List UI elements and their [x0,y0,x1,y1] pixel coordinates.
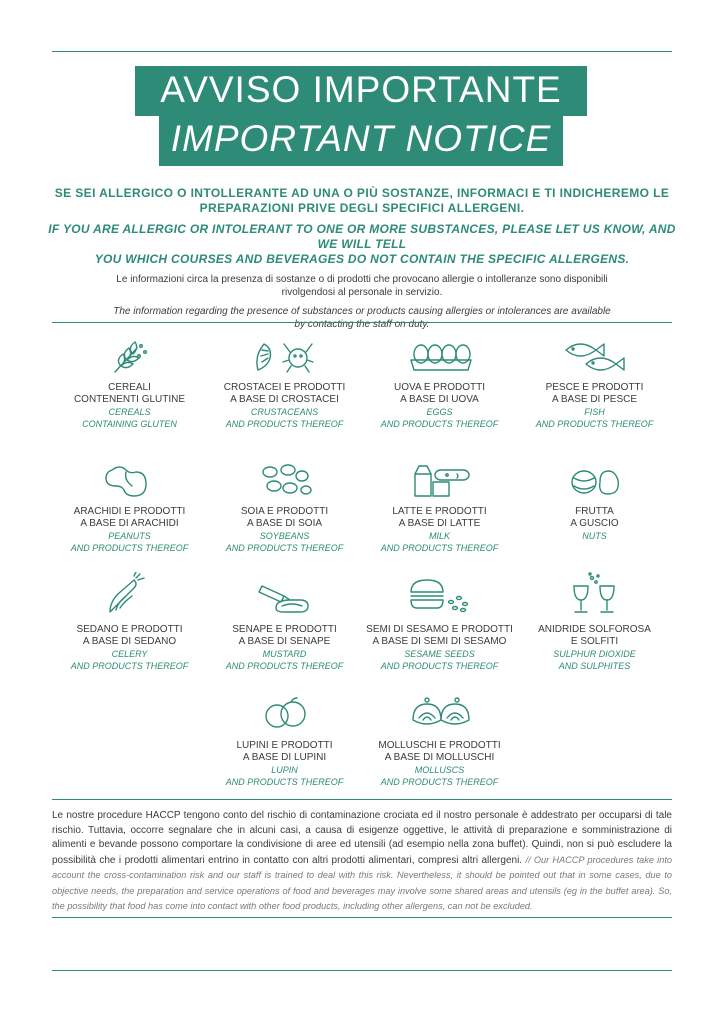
allergen-nuts [517,460,672,543]
allergen-crustaceans [207,336,362,430]
allergen-sesame [362,572,517,672]
allergen-label-en: FISH AND PRODUCTS THEREOF [535,407,654,429]
wheat-icon [107,336,153,376]
allergen-label-it: SEDANO E PRODOTTI A BASE DI SEDANO [76,624,183,647]
intro-english-bold: IF YOU ARE ALLERGIC OR INTOLERANT TO ONE OR MORE SUBSTANCES, PLEASE LET US KNOW, AND WE WILL TELL YOU WHICH COURSES AND BEVERAGES DO NOT CONTAIN THE SPECIFIC ALLERGENS. [48,222,676,266]
allergen-label-en: EGGS AND PRODUCTS THEREOF [380,407,499,429]
eggs-icon [407,336,473,376]
sesame-icon [405,572,475,618]
allergen-label-en: MOLLUSCS AND PRODUCTS THEREOF [380,765,499,787]
allergen-peanuts [52,460,207,554]
footer-divider-1 [52,917,672,918]
mustard-icon [252,572,318,618]
allergen-label-en: PEANUTS AND PRODUCTS THEREOF [70,531,189,553]
allergen-eggs [362,336,517,430]
top-divider [52,51,672,52]
allergen-label-it: CEREALI CONTENENTI GLUTINE [73,382,186,405]
allergen-label-it: SOIA E PRODOTTI A BASE DI SOIA [240,506,329,529]
allergen-fish [517,336,672,430]
allergen-label-it: SEMI DI SESAMO E PRODOTTI A BASE DI SEMI DI SESAMO [366,624,513,647]
molluscs-icon [407,694,473,734]
title-english: IMPORTANT NOTICE [159,116,563,166]
allergen-label-it: MOLLUSCHI E PRODOTTI A BASE DI MOLLUSCHI [378,740,501,763]
allergen-label-it: FRUTTA A GUSCIO [570,506,619,529]
allergen-label-it: PESCE E PRODOTTI A BASE DI PESCE [545,382,644,405]
footer-divider-2 [52,970,672,971]
allergen-mustard [207,572,362,672]
allergen-label-it: ARACHIDI E PRODOTTI A BASE DI ARACHIDI [73,506,186,529]
crustacean-icon [252,336,318,376]
allergen-sulphites [517,572,672,672]
allergen-milk [362,460,517,554]
allergen-label-en: MUSTARD AND PRODUCTS THEREOF [225,649,344,671]
allergen-label-en: CEREALS CONTAINING GLUTEN [82,407,177,429]
title-italian: AVVISO IMPORTANTE [135,66,587,116]
lupin-icon [257,694,313,734]
allergen-label-en: MILK AND PRODUCTS THEREOF [380,531,499,553]
lower-divider [52,799,672,800]
allergen-soybeans [207,460,362,554]
celery-icon [102,572,158,618]
disclaimer-italian: Le nostre procedure HACCP tengono conto del rischio di contaminazione crociata ed il nostro personale è addestrato per occuparsi di tale rischio. Tuttavia, occorre segnalare che in alcuni casi, a causa di esigenze oggettive, le attività di preparazione e somministrazione di alimenti e bevande possono comportare la condivisione di aree ed utensili (ad esempio nella zona buffet). Quindi, non si può escludere la possibilità che i prodotti alimentari entrino in contatto con altri prodotti alimentari, compresi altri allergeni. [52,810,672,866]
allergen-celery [52,572,207,672]
intro-block [40,186,684,331]
intro-italian-bold: SE SEI ALLERGICO O INTOLLERANTE AD UNA O PIÙ SOSTANZE, INFORMACI E TI INDICHEREMO LE PREPARAZIONI PRIVE DEGLI SPECIFICI ALLERGENI. [54,186,670,215]
peanut-icon [102,460,158,500]
intro-italian-note: Le informazioni circa la presenza di sostanze o di prodotti che provocano allergie o intolleranze sono disponibili rivolgendosi al personale in servizio. [116,274,608,298]
allergen-label-it: ANIDRIDE SOLFOROSA E SOLFITI [538,624,651,647]
allergen-label-en: LUPIN AND PRODUCTS THEREOF [225,765,344,787]
haccp-disclaimer [52,809,672,915]
allergen-label-it: CROSTACEI E PRODOTTI A BASE DI CROSTACEI [223,382,346,405]
allergen-label-en: SOYBEANS AND PRODUCTS THEREOF [225,531,344,553]
allergen-label-en: NUTS [582,531,607,541]
wine-glasses-icon [562,572,628,618]
allergen-label-en: CRUSTACEANS AND PRODUCTS THEREOF [225,407,344,429]
allergen-label-en: SESAME SEEDS AND PRODUCTS THEREOF [380,649,499,671]
allergen-label-it: LATTE E PRODOTTI A BASE DI LATTE [392,506,487,529]
allergen-label-en: SULPHUR DIOXIDE AND SULPHITES [553,649,636,671]
allergen-label-it: LUPINI E PRODOTTI A BASE DI LUPINI [236,740,333,763]
middle-divider [52,322,672,323]
allergen-label-en: CELERY AND PRODUCTS THEREOF [70,649,189,671]
allergen-lupin [207,694,362,788]
fish-icon [562,336,628,376]
soybean-icon [252,460,318,500]
allergen-label-it: UOVA E PRODOTTI A BASE DI UOVA [394,382,485,405]
intro-english-note: The information regarding the presence of substances or products causing allergies or intolerances are available by contacting the staff on duty. [113,306,611,330]
title-banner [135,66,587,166]
disclaimer-english: // Our HACCP procedures take into account the cross-contamination risk and our staff is trained to deal with this risk. Nevertheless, it should be pointed out that in some cases, due to objective needs, the preparation and service operations of food and beverages may involve some shared areas and utensils (eg in the buffet area). So, the possibility that food has come into contact with other food products, including other allergens, can not be excluded. [52,854,672,911]
allergen-grid [52,336,672,796]
allergen-cereals [52,336,207,430]
milk-icon [407,460,473,500]
nuts-icon [562,460,628,500]
allergen-label-it: SENAPE E PRODOTTI A BASE DI SENAPE [232,624,337,647]
allergen-molluscs [362,694,517,788]
